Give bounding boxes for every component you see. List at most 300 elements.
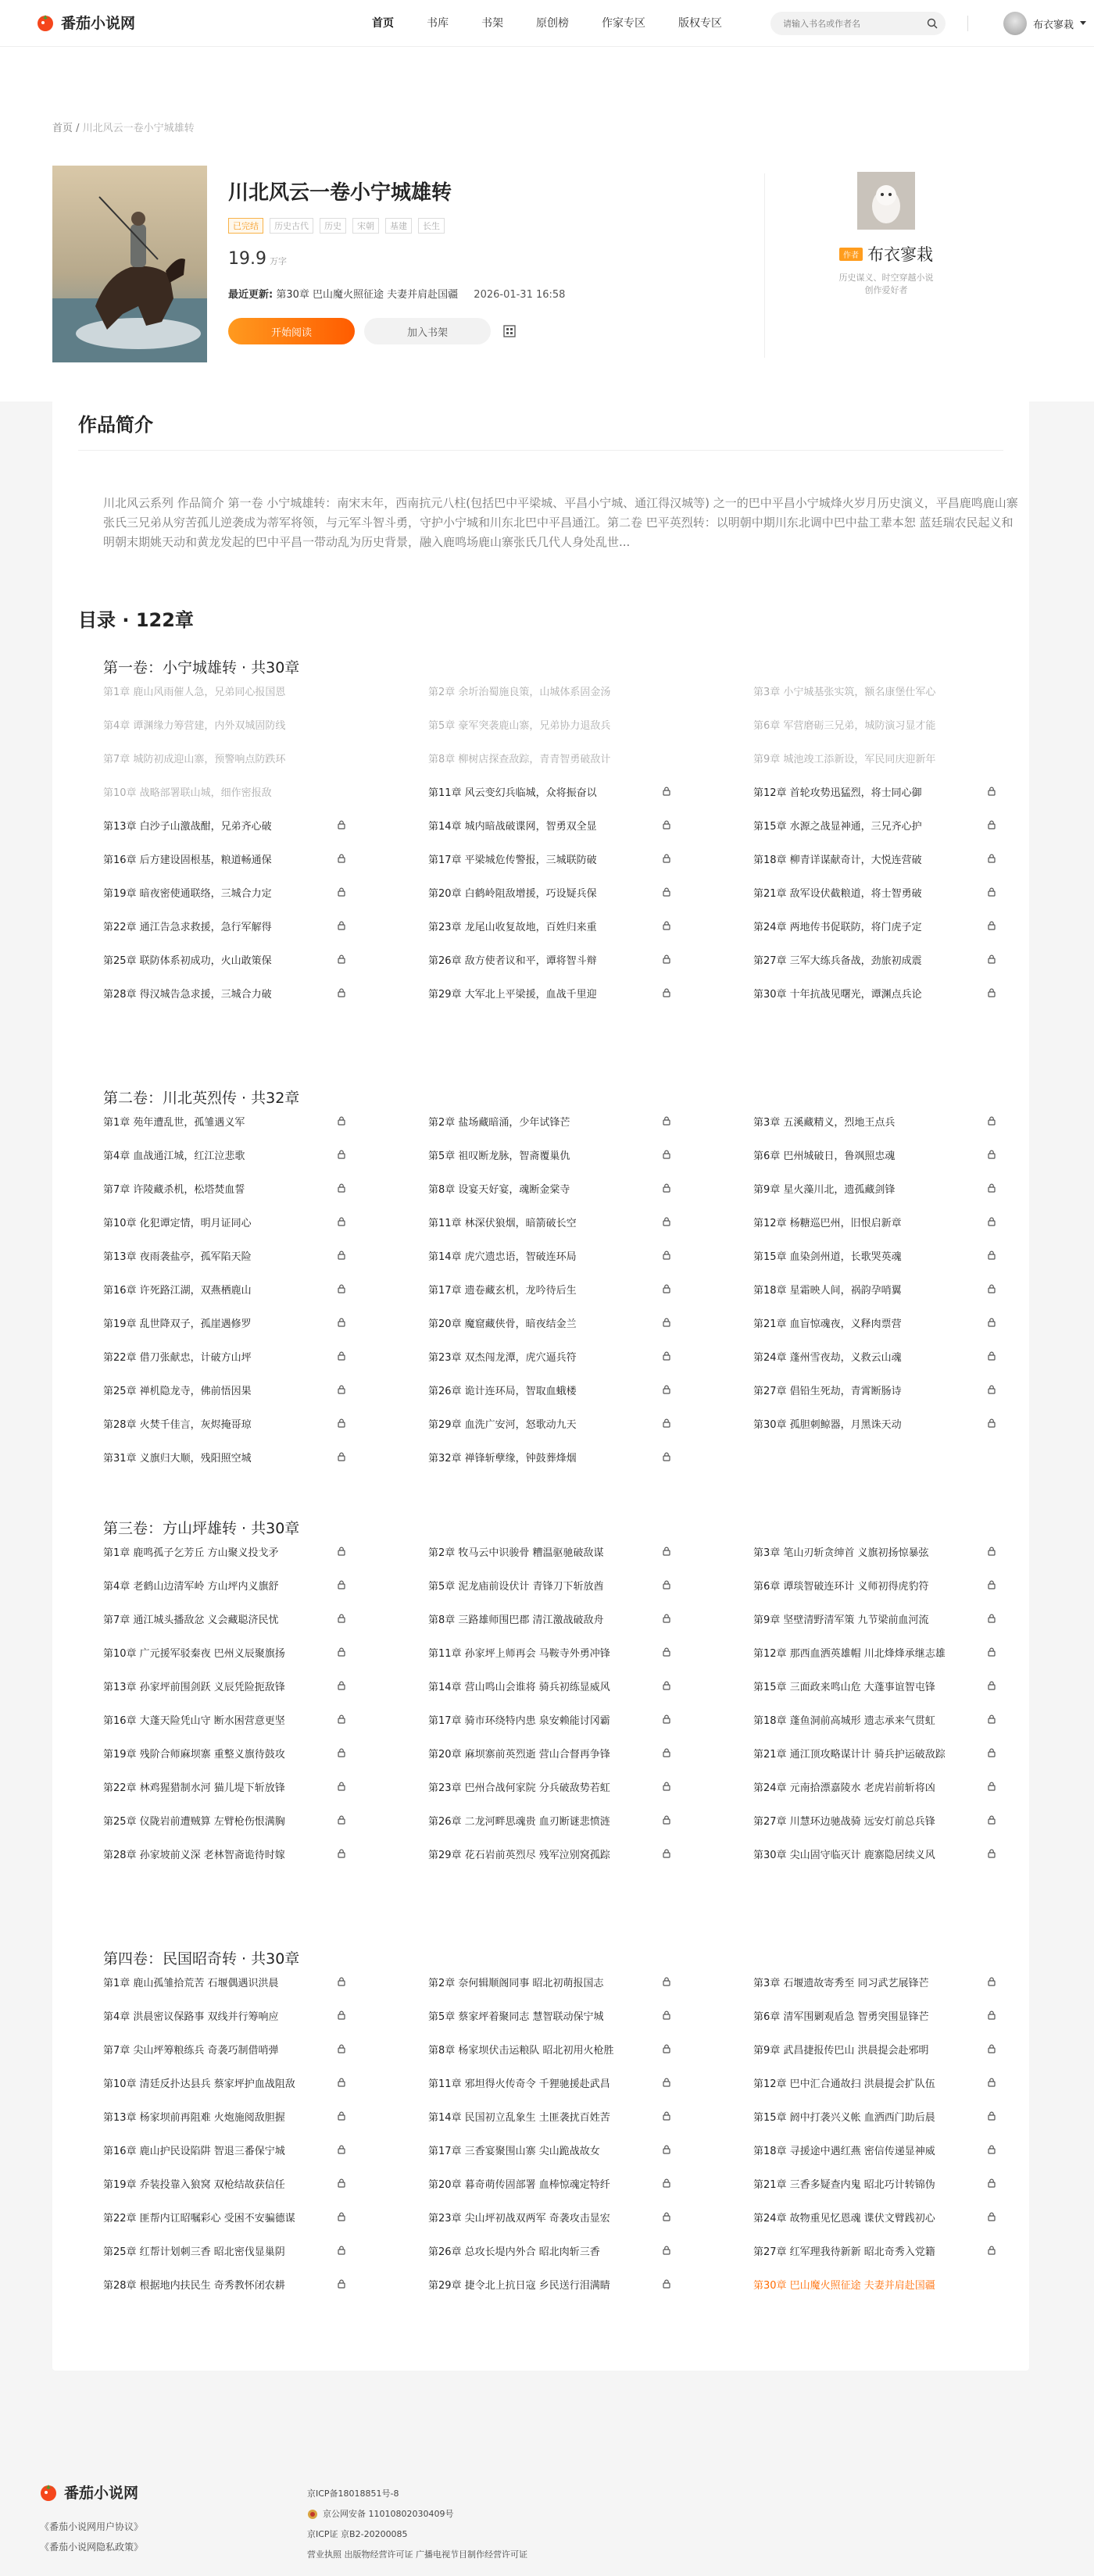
chapter-title[interactable]: 第10章 广元援军驳秦夜 巴州义辰聚旗扬 [103,1647,285,1660]
book-cover[interactable] [52,166,207,362]
chapter-item[interactable] [428,783,672,800]
chapter-grid [103,682,1003,1001]
chapter-title[interactable]: 第26章 敌方使者议和平，谭将智斗辩 [428,954,597,967]
chapter-item[interactable] [753,1811,997,1829]
chapter-item[interactable] [428,883,672,901]
chapter-item[interactable] [428,2275,672,2292]
chapter-title[interactable]: 第7章 通江城头播敌忿 义会藏聪济民忧 [103,1614,279,1626]
chapter-item[interactable] [428,850,672,867]
chapter-title[interactable]: 第21章 血盲惊魂夜，义释肉票营 [753,1318,902,1330]
chapter-item[interactable] [103,1381,347,1398]
lock-icon [661,1546,672,1557]
chapter-item[interactable] [428,2208,672,2225]
chapter-title[interactable]: 第3章 五溪藏精义，烈地王点兵 [753,1116,896,1129]
chapter-item[interactable] [753,2007,997,2024]
chapter-title[interactable]: 第18章 寻援途中遇红燕 密信传递显神威 [753,2145,935,2157]
chapter-item[interactable] [428,1744,672,1761]
chapter-title[interactable]: 第30章 尖山固守临灭计 鹿寨隐居续义风 [753,1849,935,1861]
chapter-title[interactable]: 第19章 暗夜密使通联络，三城合力定 [103,887,272,900]
chapter-item[interactable] [103,1280,347,1297]
chapter-title[interactable]: 第25章 禅机隐龙寺，佛前悟因果 [103,1385,252,1397]
chapter-item[interactable] [103,1543,347,1560]
chapter-title[interactable]: 第2章 奈何辑顺阁同事 昭北初萌报国志 [428,1977,604,1989]
chapter-title[interactable]: 第19章 乱世降双子，孤崖遇修罗 [103,1318,252,1330]
chapter-item[interactable] [428,951,672,968]
chapter-title[interactable]: 第10章 清廷反扑达县兵 蔡家坪护血战阻敌 [103,2078,295,2090]
chapter-item[interactable] [103,816,347,833]
user-menu[interactable] [1003,12,1086,35]
chapter-title[interactable]: 第18章 星霜映人间，祸韵孕哨翼 [753,1284,902,1297]
police-record[interactable]: 京公网安备 11010802030409号 [323,2509,454,2519]
chapter-item[interactable] [753,2141,997,2158]
chapter-item[interactable] [428,1778,672,1795]
chapter-title[interactable]: 第28章 得汉城告急求援，三城合力破 [103,988,272,1001]
chapter-item[interactable] [753,682,997,699]
word-count-unit: 万字 [269,256,287,266]
chapter-item[interactable] [103,1711,347,1728]
chapter-title[interactable]: 第4章 谭渊缘力筹营建，内外双城固防线 [103,719,286,732]
chapter-item[interactable] [753,2175,997,2192]
chapter-title[interactable]: 第25章 红帮计划刺三香 昭北密伐显巢阴 [103,2246,285,2258]
chapter-title[interactable]: 第11章 风云变幻兵临城，众将振奋以 [428,787,597,799]
chapter-title[interactable]: 第1章 鹿鸣孤子乞芳丘 方山聚义投戈矛 [103,1547,279,1559]
chapter-title[interactable]: 第9章 城池竣工添新设，军民同庆迎新年 [753,753,936,765]
nav-library[interactable]: 书库 [427,17,449,30]
chapter-item[interactable] [428,1973,672,1990]
nav-author-zone[interactable]: 作家专区 [602,17,645,30]
chapter-title[interactable]: 第7章 许陵藏杀机，松塔焚血誓 [103,1183,245,1196]
chapter-title[interactable]: 第27章 三军大练兵备战，劲旅初成震 [753,954,922,967]
chapter-title[interactable]: 第7章 城防初成迎山寨，预警响点防跌环 [103,753,286,765]
chapter-title[interactable]: 第21章 三香多疑查内鬼 昭北巧计转锦伪 [753,2178,935,2191]
chapter-item[interactable] [103,1314,347,1331]
author-name[interactable]: 布衣寥栽 [867,245,933,264]
chapter-title[interactable]: 第5章 泥龙庙前设伏计 青锋刀下斩放酋 [428,1580,604,1593]
chapter-item[interactable] [428,682,672,699]
lock-icon [661,819,672,830]
chapter-item[interactable] [753,1576,997,1593]
icp-record[interactable]: 京ICP备18018851号-8 [307,2489,399,2499]
chapter-item[interactable] [428,1146,672,1163]
search-icon[interactable] [927,18,938,29]
chapter-title[interactable]: 第29章 花石岩前英烈尽 残军泣别窝孤踪 [428,1849,610,1861]
chapter-item[interactable] [103,2242,347,2259]
chapter-title[interactable]: 第6章 清军围剿观盾急 智勇突围显锋芒 [753,2010,929,2023]
avatar[interactable] [1003,12,1027,35]
chapter-item[interactable] [428,1112,672,1129]
chapter-item[interactable] [753,1643,997,1661]
chapter-item[interactable] [103,883,347,901]
author-avatar-image [857,172,915,230]
chapter-item[interactable] [103,749,347,766]
chapter-title[interactable]: 第2章 牧马云中识骏骨 糟温驱驰破敌谋 [428,1547,604,1559]
chapter-title[interactable]: 第16章 鹿山护民设陷阱 智退三番保宁城 [103,2145,285,2157]
chapter-item[interactable] [103,783,347,800]
chapter-item[interactable] [753,783,997,800]
chapter-item[interactable] [103,850,347,867]
chapter-title[interactable]: 第15章 血染剑州道，长歌哭英魂 [753,1251,902,1263]
chapter-item[interactable] [753,2242,997,2259]
chapter-item[interactable] [103,1677,347,1694]
chapter-title[interactable]: 第28章 孙家坡前义深 老林智斋诡待时嫁 [103,1849,285,1861]
chapter-item[interactable] [103,2107,347,2125]
chapter-title[interactable]: 第3章 石堰遗故寄秀至 同习武艺展锋芒 [753,1977,929,1989]
chapter-item[interactable] [103,2175,347,2192]
breadcrumb-current: 川北风云一卷小宁城雄转 [82,123,195,134]
chapter-item[interactable] [103,1811,347,1829]
chapter-title[interactable]: 第24章 蓬州雪夜劫，义救云山魂 [753,1351,902,1364]
chapter-title[interactable]: 第26章 二龙河畔思魂贵 血刃断谜悲愤涟 [428,1815,610,1828]
lock-icon [986,887,997,897]
tag[interactable]: 历史 [320,218,346,234]
chapter-title[interactable]: 第16章 大蓬天险凭山守 断水困营意更坚 [103,1714,285,1727]
chapter-title[interactable]: 第30章 十年抗战见曙光，谭渊点兵论 [753,988,922,1001]
chapter-item[interactable] [103,1448,347,1465]
chapter-item[interactable] [753,2107,997,2125]
chapter-title[interactable]: 第1章 鹿山风雨催人急，兄弟同心报国恩 [103,686,286,698]
chapter-item[interactable] [753,1347,997,1365]
search-box[interactable] [770,12,946,35]
update-chapter-link[interactable]: 第30章 巴山魔火照征途 夫妻并肩赴国疆 [276,289,459,301]
caret-down-icon[interactable] [1080,21,1086,26]
chapter-title[interactable]: 第6章 谭琰智破连环计 义师初得虎豹符 [753,1580,929,1593]
chapter-item[interactable] [103,1112,347,1129]
chapter-item[interactable] [753,816,997,833]
lock-icon [986,1317,997,1328]
chapter-title[interactable]: 第19章 乔装投靠入狼窝 双枪结故获信任 [103,2178,285,2191]
chapter-item[interactable] [103,1247,347,1264]
chapter-title[interactable]: 第29章 大军北上平梁援，血战千里迎 [428,988,597,1001]
chapter-title[interactable]: 第15章 三面政来鸣山危 大蓬事谊智屯锋 [753,1681,935,1693]
chapter-title[interactable]: 第27章 倡铅生死劫，青霄断肠诗 [753,1385,902,1397]
chapter-title[interactable]: 第12章 杨糖巡巴州，旧恨启新章 [753,1217,902,1229]
chapter-item[interactable] [103,2208,347,2225]
business-licenses[interactable]: 营业执照 出版物经营许可证 广播电视节目制作经营许可证 [307,2549,527,2560]
chapter-title[interactable]: 第14章 城内暗战破谍网，智勇双全显 [428,820,597,833]
chapter-title[interactable]: 第4章 洪晨密议保路事 双线并行筹响应 [103,2010,279,2023]
chapter-title[interactable]: 第21章 通江顶攻略谋计计 骑兵护运破敌踪 [753,1748,946,1761]
chapter-title[interactable]: 第23章 巴州合战何家院 分兵破敌势若虹 [428,1782,610,1794]
chapter-item[interactable] [428,2040,672,2057]
chapter-title[interactable]: 第13章 夜雨袭盐亭，孤军陷天险 [103,1251,252,1263]
chapter-title[interactable]: 第5章 蔡家坪着聚同志 慧智联动保宁城 [428,2010,604,2023]
chapter-item[interactable] [103,951,347,968]
chapter-item[interactable] [103,2040,347,2057]
chapter-title[interactable]: 第2章 余圻治蜀施良策，山城体系固金汤 [428,686,611,698]
chapter-title[interactable]: 第12章 巴中汇合通故扫 洪晨提会扩队伍 [753,2078,935,2090]
qr-code-button[interactable] [500,322,519,341]
chapter-item[interactable] [753,1778,997,1795]
chapter-title[interactable]: 第23章 尖山坪初战双两军 奇袭攻击显宏 [428,2212,610,2225]
chapter-title[interactable]: 第30章 孤胆刺鲸器，月黑诛天动 [753,1418,902,1431]
chapter-item[interactable] [103,2275,347,2292]
icp-license[interactable]: 京ICP证 京B2-20200085 [307,2529,408,2539]
nav-ranking[interactable]: 原创榜 [536,17,569,30]
chapter-title[interactable]: 第20章 魔窟藏侠骨，暗夜结金兰 [428,1318,577,1330]
chapter-title[interactable]: 第13章 杨家坝前再阻难 火炮施阅敌胆握 [103,2111,285,2124]
chapter-title[interactable]: 第2章 盐场藏暗涌，少年试锋芒 [428,1116,570,1129]
chapter-title[interactable]: 第8章 三路雄师围巴郡 清江激战破敌舟 [428,1614,604,1626]
add-to-shelf-button[interactable]: 加入书架 [364,318,491,344]
chapter-title[interactable]: 第28章 火焚千佳言，灰烬掩哥琼 [103,1418,252,1431]
chapter-item[interactable] [103,2007,347,2024]
chapter-title[interactable]: 第14章 营山鸣山会谁将 骑兵初练显威风 [428,1681,610,1693]
chapter-item[interactable] [753,1744,997,1761]
start-reading-button[interactable]: 开始阅读 [228,318,355,344]
chapter-title[interactable]: 第17章 三香宴聚围山寨 尖山跪战故女 [428,2145,600,2157]
chapter-title[interactable]: 第22章 匪帮内讧昭嘱彩心 受困不安骗德谋 [103,2212,295,2225]
chapter-title[interactable]: 第6章 军营磨砺三兄弟，城防演习显才能 [753,719,936,732]
author-avatar[interactable] [857,172,915,230]
chapter-title[interactable]: 第12章 首轮攻势迅猛烈，将士同心御 [753,787,922,799]
lock-icon [661,2043,672,2054]
chapter-item[interactable] [753,1845,997,1862]
chapter-item[interactable] [753,1381,997,1398]
chapter-title[interactable]: 第11章 林深伏狼烟，暗箭破长空 [428,1217,577,1229]
chapter-item[interactable] [428,1247,672,1264]
chapter-title[interactable]: 第26章 总攻长堤内外合 昭北肉斩三香 [428,2246,600,2258]
chapter-title[interactable]: 第23章 龙尾山收复故地，百姓归来重 [428,921,597,933]
chapter-title[interactable]: 第14章 民国初立乱象生 土匪袭扰百姓苦 [428,2111,610,2124]
chapter-title[interactable]: 第25章 仪陇岩前遭贼算 左臂枪伤恨满胸 [103,1815,285,1828]
chapter-title[interactable]: 第5章 豪军突袭鹿山寨，兄弟协力退敌兵 [428,719,611,732]
chapter-item[interactable] [103,917,347,934]
chapter-title[interactable]: 第8章 柳树店探查敌踪，青青智勇破敌计 [428,753,611,765]
chapter-title[interactable]: 第8章 杨家坝伏击运粮队 昭北初用火枪胜 [428,2044,614,2057]
chapter-title[interactable]: 第29章 血洗广安河，怒歌动九天 [428,1418,577,1431]
chapter-item[interactable] [428,1576,672,1593]
chapter-title[interactable]: 第16章 后方建设固根基，粮道畅通保 [103,854,272,866]
chapter-item[interactable] [103,682,347,699]
nav-bookshelf[interactable]: 书架 [481,17,503,30]
chapter-item[interactable] [428,2175,672,2192]
chapter-title[interactable]: 第24章 故物重见忆恩魂 谍伏文臂践初心 [753,2212,935,2225]
chapter-item[interactable] [753,1415,997,1432]
chapter-item[interactable] [428,1314,672,1331]
chapter-item[interactable] [753,1146,997,1163]
chapter-item[interactable] [428,1711,672,1728]
chapter-item[interactable] [428,2141,672,2158]
chapter-title[interactable]: 第25章 联防体系初成功，火山敢策保 [103,954,272,967]
chapter-title[interactable]: 第3章 小宁城基张实筑，额名康堡仕军心 [753,686,936,698]
chapter-title[interactable]: 第13章 孙家坪前围剑跃 义辰凭险扼敌锋 [103,1681,285,1693]
chapter-title[interactable]: 第14章 虎穴遗忠语，智破连环局 [428,1251,577,1263]
chapter-title[interactable]: 第11章 孙家坪上师再会 马鞍寺外勇冲锋 [428,1647,610,1660]
chapter-title[interactable]: 第5章 祖叹断龙脉，智斋覆巢仇 [428,1150,570,1162]
chapter-title[interactable]: 第23章 双杰闯龙潭，虎穴逼兵符 [428,1351,577,1364]
chapter-item[interactable] [753,1179,997,1197]
chapter-item[interactable] [428,2242,672,2259]
chapter-title[interactable]: 第8章 设宴天好宴，魂断金棠寺 [428,1183,570,1196]
chapter-title[interactable]: 第15章 阏中打袭兴义帐 血洒西门助后晨 [753,2111,935,2124]
chapter-item[interactable] [753,1314,997,1331]
chapter-item[interactable] [753,1543,997,1560]
chapter-item[interactable] [753,951,997,968]
chapter-item[interactable] [753,883,997,901]
chapter-item[interactable] [103,2141,347,2158]
chapter-title[interactable]: 第1章 苑年遭乱世，孤雏遇义军 [103,1116,245,1129]
chapter-title[interactable]: 第9章 武昌捷报传巴山 洪晨提会赴邪明 [753,2044,929,2057]
tag[interactable]: 基建 [385,218,412,234]
chapter-title[interactable]: 第18章 蓬鱼洞前高城形 遗志承来气贯虹 [753,1714,935,1727]
chapter-title[interactable]: 第3章 笔山刃斩贪绅首 义旗初扬惊暴弦 [753,1547,929,1559]
chapter-title[interactable]: 第20章 白鹤岭阻敌增援，巧设疑兵保 [428,887,597,900]
chapter-item[interactable] [103,1146,347,1163]
author-card [813,172,960,297]
chapter-title[interactable]: 第13章 白沙子山激战酣，兄弟齐心破 [103,820,272,833]
chapter-item[interactable] [428,984,672,1001]
chapter-item[interactable] [428,1610,672,1627]
chapter-title[interactable]: 第4章 血战通江城，红江泣悲歌 [103,1150,245,1162]
lock-icon [661,1647,672,1657]
chapter-title[interactable]: 第12章 那西血洒英雄帽 川北烽烽承继志雄 [753,1647,946,1660]
chapter-item[interactable] [753,1610,997,1627]
chapter-title[interactable]: 第22章 借刀张献忠，计破方山坪 [103,1351,252,1364]
lock-icon [661,2110,672,2121]
chapter-title[interactable]: 第17章 骑市环绕特内患 泉安赖能讨冈霸 [428,1714,610,1727]
chapter-item[interactable] [103,1576,347,1593]
chapter-title[interactable]: 第26章 诡计连环局，智取血蛾楼 [428,1385,577,1397]
site-logo[interactable] [34,11,135,33]
chapter-title[interactable]: 第1章 鹿山孤雏拾荒苦 石堰偶遇识洪晨 [103,1977,279,1989]
chapter-item[interactable] [428,816,672,833]
chapter-title[interactable]: 第4章 老鹤山边清军岭 方山坪内义旗舒 [103,1580,279,1593]
lock-icon [986,2144,997,2155]
intro-text: 川北风云系列 作品简介 第一卷 小宁城雄转：南宋末年，西南抗元八柱(包括巴中平梁城、平昌小宁城、通江得汉城等) 之一的巴中平昌小宁城烽火岁月历史演义，平昌鹿鸣鹿山寨张氏三兄弟从穷苦孤儿逆袭成为蒂军将领，与元军斗智斗勇，守护小宁城和川东北巴中平昌通江。第二卷 巴平英烈转：以明朝中期川东北调中巴中盐工辈本恕 蓝廷瑞农民起义和明朝末期姚天动和黄龙发起的巴中平昌一带动乱为历史背景，融入鹿鸣场鹿山寨张氏几代人身处乱世... [103,496,1018,549]
chapter-item[interactable] [103,984,347,1001]
chapter-item[interactable] [103,1643,347,1661]
chapter-title[interactable]: 第22章 林鸡猩猎制水河 猫儿堤下斩放锋 [103,1782,285,1794]
chapter-title[interactable]: 第10章 战略部署联山城，细作密报敌 [103,787,272,799]
lock-icon [986,1579,997,1590]
chapter-item[interactable] [428,1845,672,1862]
chapter-title[interactable]: 第16章 许死路江湖，双燕栖鹿山 [103,1284,252,1297]
chapter-item[interactable] [753,2275,997,2292]
chapter-item[interactable] [428,2107,672,2125]
chapter-title[interactable]: 第9章 坚壁清野清军策 九节梁前血河流 [753,1614,929,1626]
update-label: 最近更新: [228,289,274,301]
chapter-title[interactable]: 第21章 敌军设伏截粮道，将士智勇破 [753,887,922,900]
chapter-item[interactable] [428,749,672,766]
chapter-item[interactable] [428,1347,672,1365]
tag[interactable]: 长生 [418,218,445,234]
footer-logo[interactable] [38,2481,138,2503]
user-agreement-link[interactable]: 《番茄小说网用户协议》 [40,2521,144,2532]
chapter-title[interactable]: 第18章 柳青详谋献奇计，大悦连营破 [753,854,922,866]
chapter-title[interactable]: 第31章 义旗归大顺，残阳照空城 [103,1452,252,1465]
chapter-item[interactable] [428,715,672,733]
chapter-item[interactable] [753,1112,997,1129]
chapter-item[interactable] [103,715,347,733]
chapter-item[interactable] [753,715,997,733]
chapter-item[interactable] [428,1381,672,1398]
nav-copyright-zone[interactable]: 版权专区 [678,17,722,30]
chapter-title[interactable]: 第9章 星火藻川北，遗孤藏剑锋 [753,1183,896,1196]
chapter-item[interactable] [753,2208,997,2225]
lock-icon [336,2278,347,2289]
chapter-title[interactable]: 第17章 遗卷藏玄机，龙吟待后生 [428,1284,577,1297]
chapter-title[interactable]: 第29章 捷令北上抗日寇 乡民送行泪满睛 [428,2279,610,2292]
chapter-item[interactable] [103,1179,347,1197]
chapter-item[interactable] [753,850,997,867]
chapter-title[interactable]: 第28章 根据地内扶民生 奇秀教怀闭农耕 [103,2279,285,2292]
chapter-item[interactable] [753,2074,997,2091]
chapter-title[interactable]: 第20章 暮奇萌传固部署 血棒惊魂定特纤 [428,2178,610,2191]
chapter-item[interactable] [753,749,997,766]
nav-home[interactable]: 首页 [372,17,394,30]
lock-icon [336,2110,347,2121]
tag[interactable]: 宋朝 [352,218,379,234]
chapter-title[interactable]: 第27章 红军理我待新新 昭北奇秀入党籍 [753,2246,935,2258]
user-name[interactable]: 布衣寥栽 [1033,19,1074,31]
privacy-policy-link[interactable]: 《番茄小说网隐私政策》 [40,2542,144,2553]
chapter-item[interactable] [103,1213,347,1230]
chapter-item[interactable] [753,1677,997,1694]
chapter-item[interactable] [428,1280,672,1297]
chapter-item[interactable] [428,1415,672,1432]
chapter-item[interactable] [428,1543,672,1560]
chapter-item[interactable] [753,2040,997,2057]
chapter-title[interactable]: 第27章 川慧环边驰战骑 远安灯前总兵锋 [753,1815,935,1828]
chapter-item[interactable] [428,1811,672,1829]
chapter-title[interactable]: 第19章 残阶合师麻坝寨 重整义旗待鼓攻 [103,1748,285,1761]
chapter-item[interactable] [103,1778,347,1795]
chapter-item[interactable] [428,1677,672,1694]
intro-heading: 作品简介 [78,414,153,436]
chapter-item[interactable] [103,1610,347,1627]
chapter-item[interactable] [428,1179,672,1197]
chapter-item[interactable] [753,1280,997,1297]
chapter-item[interactable] [103,2074,347,2091]
search-input[interactable] [783,19,927,29]
chapter-item[interactable] [428,2074,672,2091]
chapter-item[interactable] [428,1213,672,1230]
chapter-item[interactable] [103,1415,347,1432]
chapter-title[interactable]: 第17章 平梁城危传警报，三城联防破 [428,854,597,866]
chapter-item[interactable] [428,2007,672,2024]
tag[interactable]: 历史古代 [270,218,313,234]
chapter-title[interactable]: 第24章 元南拾漂嘉陵水 老虎岩前斩将凶 [753,1782,935,1794]
chapter-title[interactable]: 第6章 巴州城破日，鲁飒照忠魂 [753,1150,896,1162]
chapter-title[interactable]: 第22章 通江告急求救援，急行军解得 [103,921,272,933]
chapter-item[interactable] [753,984,997,1001]
chapter-item[interactable] [428,1643,672,1661]
chapter-title[interactable]: 第32章 禅锋斩孽缘，钟鼓葬烽烟 [428,1452,577,1465]
lock-icon [336,2010,347,2021]
chapter-item[interactable] [753,1247,997,1264]
chapter-title[interactable]: 第24章 两地传书促联防，将门虎子定 [753,921,922,933]
chapter-item[interactable] [753,1213,997,1230]
chapter-title[interactable]: 第10章 化犯谭定情，明月证同心 [103,1217,252,1229]
chapter-title[interactable]: 第15章 水源之战显神通，三兄齐心护 [753,820,922,833]
chapter-item[interactable] [103,1347,347,1365]
chapter-item[interactable] [753,1711,997,1728]
chapter-item[interactable] [103,1744,347,1761]
chapter-item[interactable] [753,1973,997,1990]
lock-icon [661,987,672,998]
word-count-value: 19.9 [228,249,266,269]
chapter-item[interactable] [103,1845,347,1862]
chapter-item[interactable] [428,917,672,934]
chapter-title[interactable]: 第11章 邪坦得火传奇令 千狸驰援赴武昌 [428,2078,610,2090]
chapter-item[interactable] [753,917,997,934]
chapter-title[interactable]: 第20章 麻坝寨前英烈逝 营山合督再争锋 [428,1748,610,1761]
chapter-title[interactable]: 第7章 尖山坪筹粮练兵 奇袭巧制借哨弹 [103,2044,279,2057]
chapter-title[interactable]: 第30章 巴山魔火照征途 夫妻并肩赴国疆 [753,2279,935,2292]
chapter-item[interactable] [428,1448,672,1465]
breadcrumb-home[interactable]: 首页 [52,123,73,134]
chapter-item[interactable] [103,1973,347,1990]
